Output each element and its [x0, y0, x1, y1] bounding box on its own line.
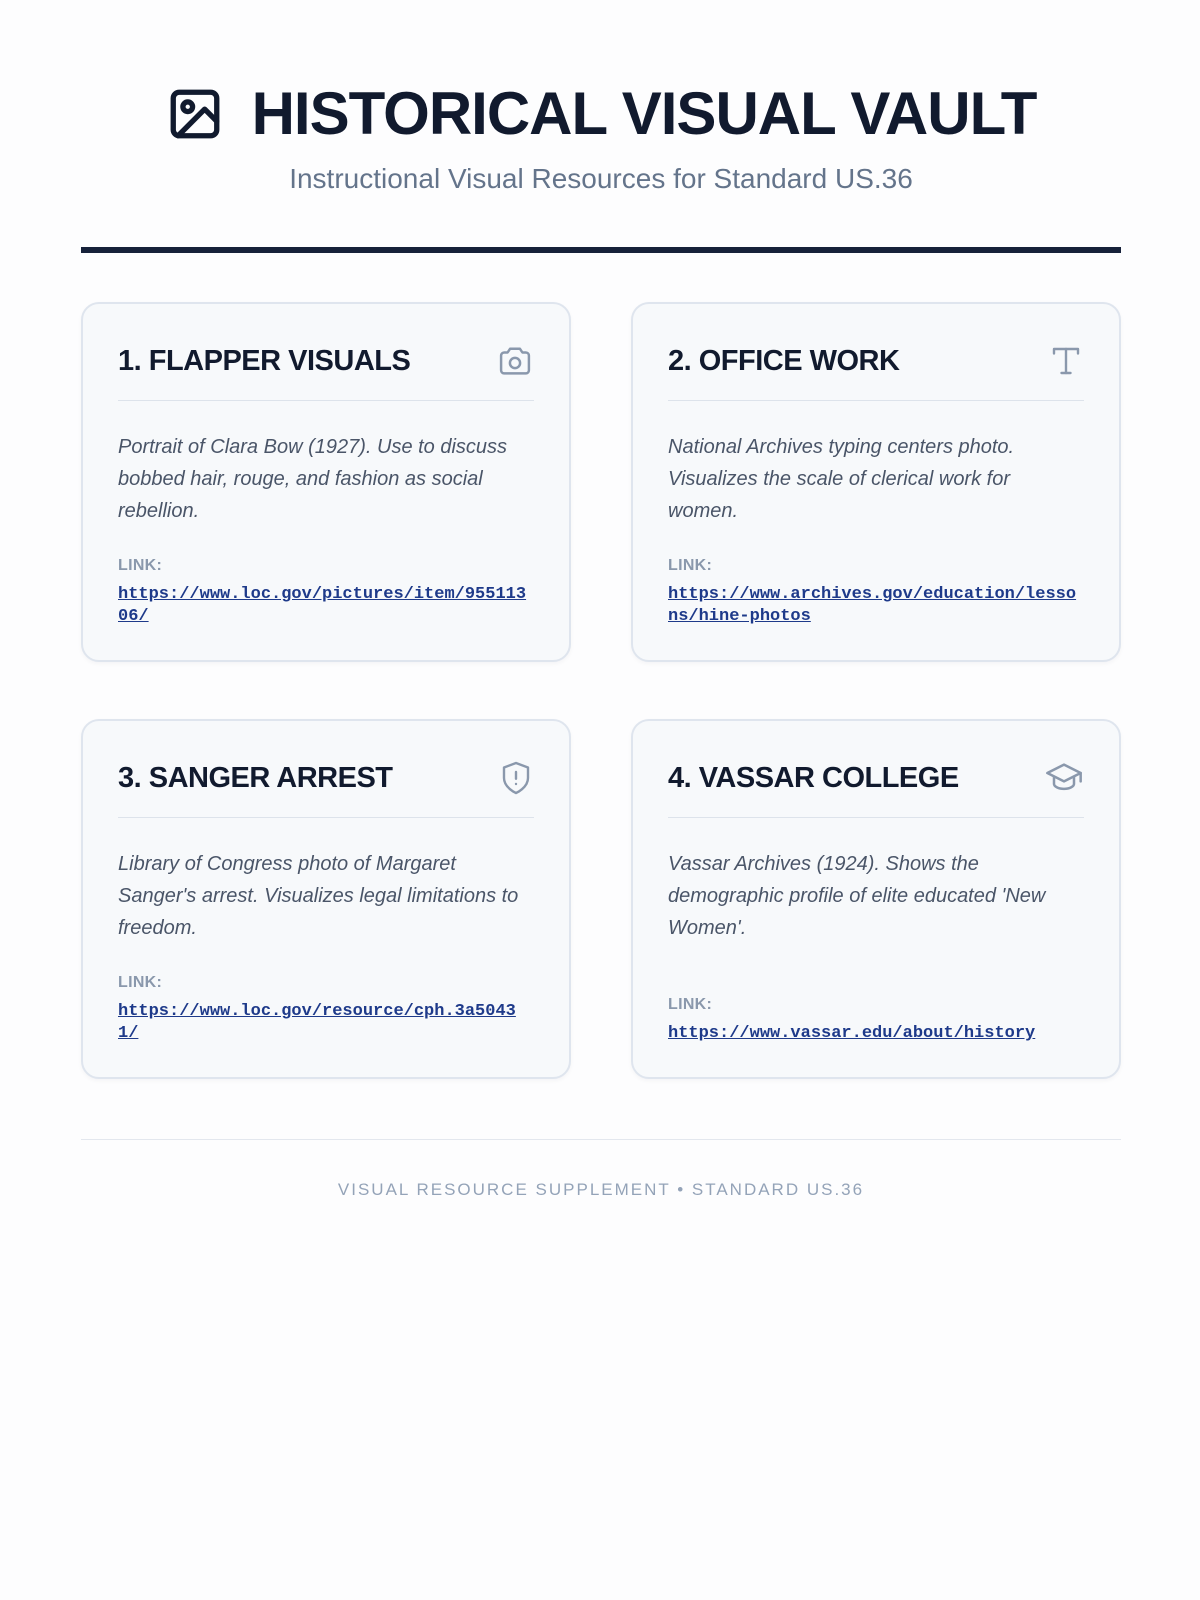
resource-link[interactable]: https://www.vassar.edu/about/history — [668, 1024, 1036, 1043]
card-description: Library of Congress photo of Margaret Sanger's arrest. Visualizes legal limitations to freedom. — [118, 853, 519, 939]
footer-divider — [81, 1139, 1121, 1140]
card-description: National Archives typing centers photo. Visualizes the scale of clerical work for women. — [668, 436, 1015, 522]
page — [81, 0, 1121, 1199]
card-description: Vassar Archives (1924). Shows the demographic profile of elite educated 'New Women'. — [668, 853, 1046, 939]
resource-card-vassar-college — [631, 719, 1121, 1079]
link-label: LINK: — [118, 557, 163, 574]
resource-link[interactable]: https://www.loc.gov/pictures/item/95511306/ — [118, 585, 527, 626]
resource-link[interactable]: https://www.loc.gov/resource/cph.3a50431/ — [118, 1002, 516, 1043]
card-description: Portrait of Clara Bow (1927). Use to discuss bobbed hair, rouge, and fashion as social rebellion. — [118, 436, 508, 522]
page-title: HISTORICAL VISUAL VAULT — [251, 80, 1037, 147]
image-icon — [166, 85, 224, 143]
resource-card-sanger-arrest — [81, 719, 571, 1079]
link-label: LINK: — [668, 557, 713, 574]
card-header — [118, 304, 534, 401]
card-header — [118, 721, 534, 818]
shield-alert-icon — [498, 759, 534, 797]
page-subtitle: Instructional Visual Resources for Standard US.36 — [289, 163, 913, 194]
card-header — [668, 304, 1084, 401]
card-title: 3. SANGER ARREST — [118, 761, 393, 794]
camera-icon — [496, 344, 534, 378]
link-label: LINK: — [668, 996, 713, 1013]
page-header — [81, 0, 1121, 196]
card-header — [668, 721, 1084, 818]
header-divider — [81, 247, 1121, 253]
link-label: LINK: — [118, 974, 163, 991]
card-title: 1. FLAPPER VISUALS — [118, 344, 411, 377]
graduation-cap-icon — [1044, 761, 1084, 795]
title-row — [81, 80, 1121, 148]
resource-link[interactable]: https://www.archives.gov/education/lessons/hine-photos — [668, 585, 1077, 626]
card-title: 4. VASSAR COLLEGE — [668, 761, 959, 794]
text-type-icon — [1048, 343, 1084, 379]
resource-card-flapper — [81, 302, 571, 662]
card-title: 2. OFFICE WORK — [668, 344, 900, 377]
page-footer: VISUAL RESOURCE SUPPLEMENT • STANDARD US.36 — [337, 1180, 865, 1199]
resource-card-office-work — [631, 302, 1121, 662]
